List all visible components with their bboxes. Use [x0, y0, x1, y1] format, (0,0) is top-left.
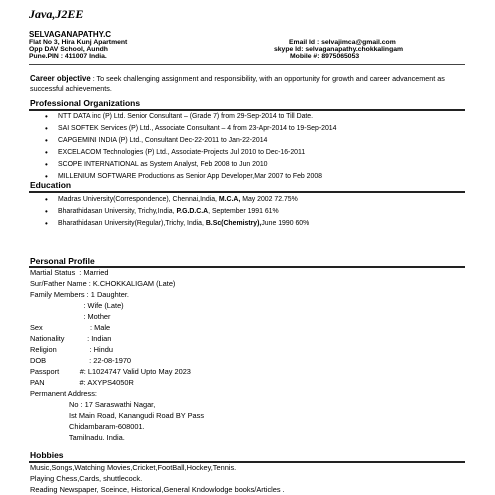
resume-header-title: Java,J2EE [29, 7, 84, 21]
skype-line: skype Id: selvaganapathy.chokkalingam [274, 46, 404, 53]
section-title-hobbies: Hobbies [30, 450, 64, 460]
hobby-line: Music,Songs,Watching Movies,Cricket,FootBall,Hockey,Tennis. [30, 463, 237, 472]
personal-line: No : 17 Saraswathi Nagar, [30, 400, 156, 409]
personal-line: DOB : 22-08-1970 [30, 356, 132, 365]
list-item: • EXCELACOM Technologies (P) Ltd., Associate-Projects Jul 2010 to Dec-16-2011 [45, 147, 336, 159]
personal-line: Nationality : Indian [30, 334, 112, 343]
professional-list [45, 111, 336, 183]
career-objective [30, 74, 465, 93]
section-title-education: Education [30, 180, 72, 190]
address-line-1: Flat No 3, Hira Kunj Apartment [29, 39, 128, 46]
personal-line: Family Members : 1 Daughter. [30, 290, 129, 299]
personal-line: Sex : Male [30, 323, 111, 332]
list-item: • CAPGEMINI INDIA (P) Ltd., Consultant Dec-22-2011 to Jan-22-2014 [45, 135, 336, 147]
list-item: • Bharathidasan University, Trichy,India, P.G.D.C.A, September 1991 61% [45, 206, 309, 218]
personal-line: Chidambaram-608001. [30, 422, 145, 431]
personal-line: Passport #: L1024747 Valid Upto May 2023 [30, 367, 191, 376]
address-line-2: Opp DAV School, Aundh [29, 46, 108, 53]
personal-line: Tamilnadu. India. [30, 433, 125, 442]
personal-line: Martial Status : Married [30, 268, 109, 277]
list-item: • SCOPE INTERNATIONAL as System Analyst, Feb 2008 to Jun 2010 [45, 159, 336, 171]
list-item: • MILLENIUM SOFTWARE Productions as Senior App Developer,Mar 2007 to Feb 2008 [45, 171, 336, 183]
personal-line: : Wife (Late) [30, 301, 124, 310]
personal-line: Ist Main Road, Kanangudi Road BY Pass [30, 411, 205, 420]
personal-line: : Mother [30, 312, 111, 321]
header-divider [29, 64, 465, 65]
list-item: • SAI SOFTEK Services (P) Ltd., Associate Consultant – 4 from 23-Apr-2014 to 19-Sep-2014 [45, 123, 336, 135]
personal-line: PAN #: AXYPS4050R [30, 378, 134, 387]
personal-line: Religion : Hindu [30, 345, 113, 354]
hobby-line: Reading Newspaper, Sceince, Historical,General Kndowlodge books/Articles . [30, 485, 285, 494]
candidate-name: SELVAGANAPATHY.C [29, 30, 112, 39]
list-item: • NTT DATA inc (P) Ltd. Senior Consultant – (Grade 7) from 29-Sep-2014 to Till Date. [45, 111, 336, 123]
hobby-line: Playing Chess,Cards, shuttlecock. [30, 474, 143, 483]
objective-label: Career objective [30, 74, 91, 83]
list-item: • Madras University(Correspondence), Chennai,India, M.C.A, May 2002 72.75% [45, 194, 309, 206]
education-divider [29, 191, 465, 193]
personal-line: Permanent Address: [30, 389, 97, 398]
mobile-line: Mobile #: 8975065053 [290, 53, 360, 60]
email-line: Email Id : selvajimca@gmail.com [289, 39, 396, 46]
section-title-professional: Professional Organizations [30, 98, 141, 108]
list-item: • Bharathidasan University(Regular),Trichy, India, B.Sc(Chemistry),June 1990 60% [45, 218, 309, 230]
section-title-personal: Personal Profile [30, 256, 95, 266]
objective-text: : To seek challenging assignment and responsibility, with an opportunity for growth and career advancement as successful achievements. [30, 74, 445, 93]
education-list [45, 194, 309, 230]
address-line-3: Pune.PIN : 411007 India. [29, 53, 107, 60]
personal-line: Sur/Father Name : K.CHOKKALIGAM (Late) [30, 279, 176, 288]
